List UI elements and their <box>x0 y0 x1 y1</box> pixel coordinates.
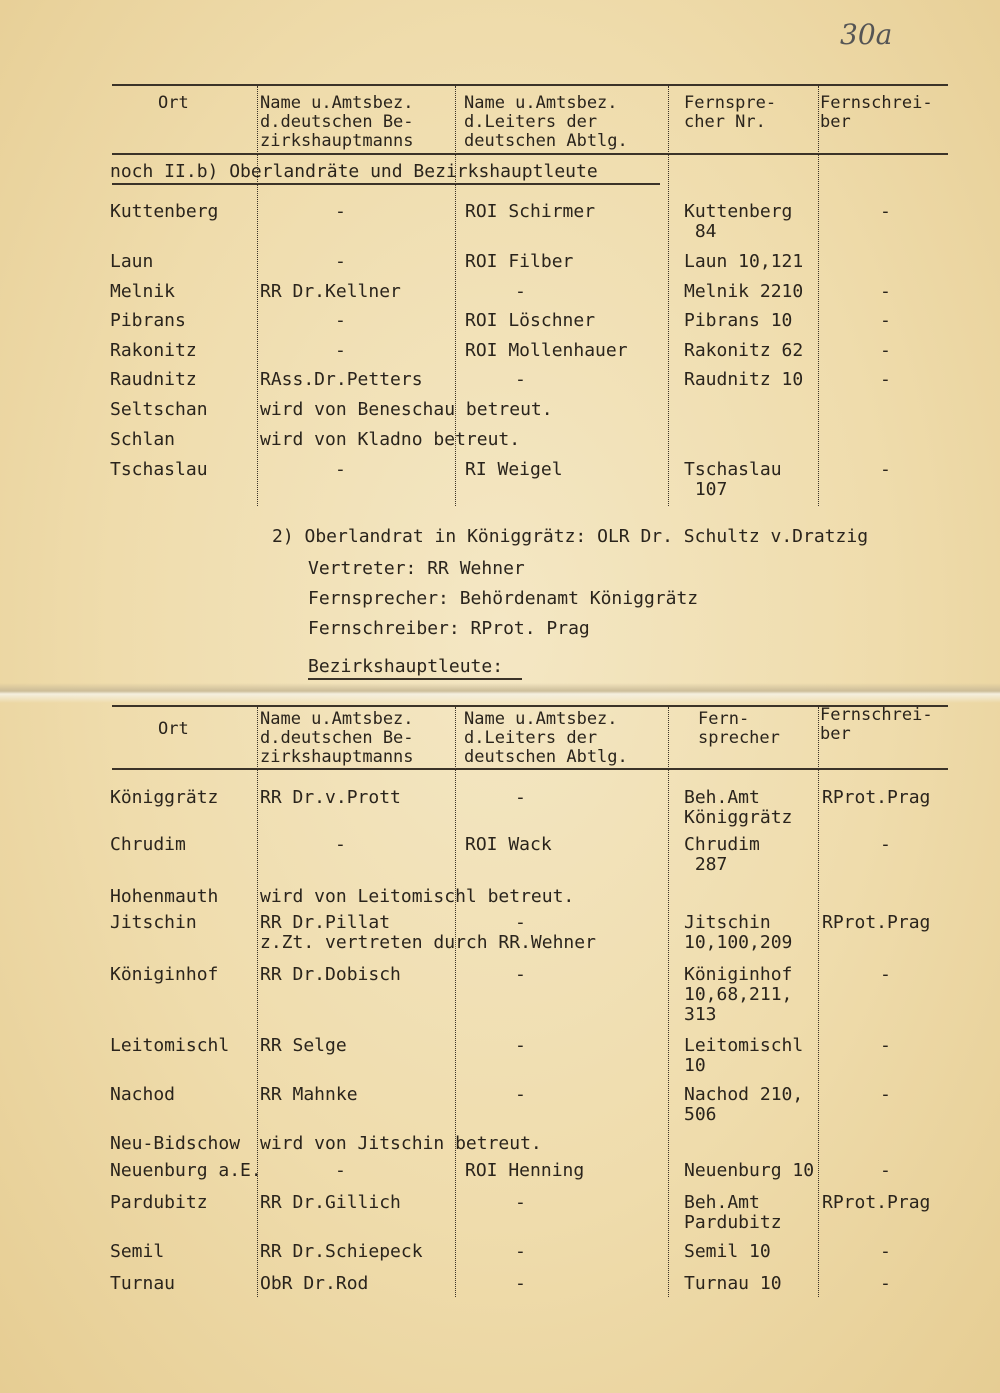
cell-tel: Rakonitz 62 <box>684 340 804 361</box>
cell-bez: wird von Kladno betreut. <box>260 429 521 450</box>
cell-leiter: - <box>515 1035 526 1056</box>
cell-leiter: - <box>515 912 526 933</box>
cell-leiter: - <box>515 1192 526 1213</box>
header-name-leiter: Name u.Amtsbez. d.Leiters der deutschen Abtlg. <box>464 93 628 151</box>
cell-bez: RR Selge <box>260 1035 347 1056</box>
cell-leiter: - <box>515 369 526 390</box>
cell-bez: - <box>335 459 346 480</box>
cell-ort: Neuenburg a.E. <box>110 1160 262 1181</box>
cell-bez: RR Dr.v.Prott <box>260 787 401 808</box>
cell-bez: RR Dr.Dobisch <box>260 964 401 985</box>
cell-tel: Semil 10 <box>684 1241 771 1262</box>
cell-leiter: ROI Henning <box>465 1160 585 1181</box>
cell-tel: Raudnitz 10 <box>684 369 804 390</box>
cell-fs: - <box>880 459 891 480</box>
vertreter-line: Vertreter: RR Wehner <box>308 558 525 579</box>
column-divider <box>455 707 456 1297</box>
header-name-leiter: Name u.Amtsbez. d.Leiters der deutschen Abtlg. <box>464 709 628 767</box>
cell-ort: Tschaslau <box>110 459 208 480</box>
cell-bez: - <box>335 310 346 331</box>
cell-tel: Königinhof 10,68,211, 313 <box>684 964 793 1025</box>
cell-bez: RR Dr.Kellner <box>260 281 401 302</box>
cell-tel: Kuttenberg 84 <box>684 201 793 242</box>
cell-leiter: ROI Filber <box>465 251 574 272</box>
cell-tel: Nachod 210, 506 <box>684 1084 804 1125</box>
header-fernschreiber: Fernschrei- ber <box>820 93 933 132</box>
cell-bez: - <box>335 1160 346 1181</box>
cell-bez: - <box>335 251 346 272</box>
cell-bez: RAss.Dr.Petters <box>260 369 423 390</box>
cell-fs: RProt.Prag <box>822 787 931 808</box>
cell-fs: - <box>880 201 891 222</box>
heading-underline <box>308 678 522 680</box>
cell-bez: RR Dr.Gillich <box>260 1192 401 1213</box>
cell-tel: Neuenburg 10 <box>684 1160 815 1181</box>
cell-leiter: - <box>515 281 526 302</box>
section-underline <box>112 183 660 185</box>
cell-fs: RProt.Prag <box>822 1192 931 1213</box>
section-title: noch II.b) Oberlandräte und Bezirkshauptleute <box>110 161 598 182</box>
cell-ort: Königgrätz <box>110 787 219 808</box>
cell-ort: Rakonitz <box>110 340 197 361</box>
cell-tel: Melnik 2210 <box>684 281 804 302</box>
cell-fs: - <box>880 369 891 390</box>
cell-ort: Königinhof <box>110 964 219 985</box>
cell-tel: Chrudim 287 <box>684 834 760 875</box>
fernsprecher-line: Fernsprecher: Behördenamt Königgrätz <box>308 588 699 609</box>
cell-bez: RR Dr.Schiepeck <box>260 1241 423 1262</box>
cell-ort: Leitomischl <box>110 1035 230 1056</box>
cell-tel: Tschaslau 107 <box>684 459 782 500</box>
header-rule <box>112 153 948 155</box>
cell-bez: ObR Dr.Rod <box>260 1273 369 1294</box>
cell-fs: - <box>880 964 891 985</box>
paper-fold <box>0 683 1000 703</box>
cell-ort: Neu-Bidschow <box>110 1133 241 1154</box>
cell-ort: Nachod <box>110 1084 176 1105</box>
header-rule <box>112 768 948 770</box>
cell-fs: RProt.Prag <box>822 912 931 933</box>
cell-bez: - <box>335 340 346 361</box>
cell-ort: Semil <box>110 1241 165 1262</box>
cell-bez: RR Dr.Pillat z.Zt. vertreten durch RR.Wehner <box>260 912 596 953</box>
fernschreiber-line: Fernschreiber: RProt. Prag <box>308 618 590 639</box>
cell-leiter: ROI Mollenhauer <box>465 340 628 361</box>
cell-leiter: ROI Löschner <box>465 310 596 331</box>
cell-tel: Laun 10,121 <box>684 251 804 272</box>
cell-leiter: - <box>515 787 526 808</box>
column-divider <box>818 86 819 506</box>
cell-ort: Pardubitz <box>110 1192 208 1213</box>
header-ort: Ort <box>158 719 189 739</box>
header-fernsprecher: Fern- sprecher <box>698 709 780 748</box>
cell-bez: wird von Beneschau betreut. <box>260 399 553 420</box>
header-name-bezirkshauptmann: Name u.Amtsbez. d.deutschen Be- zirkshauptmanns <box>260 93 414 151</box>
cell-leiter: ROI Schirmer <box>465 201 596 222</box>
cell-leiter: - <box>515 1273 526 1294</box>
cell-fs: - <box>880 310 891 331</box>
cell-ort: Turnau <box>110 1273 176 1294</box>
cell-leiter: - <box>515 1241 526 1262</box>
bezirkshauptleute-heading: Bezirkshauptleute: <box>308 656 504 677</box>
header-name-bezirkshauptmann: Name u.Amtsbez. d.deutschen Be- zirkshauptmanns <box>260 709 414 767</box>
header-fernschreiber: Fernschrei- ber <box>820 705 933 744</box>
cell-ort: Seltschan <box>110 399 208 420</box>
handwritten-page-number: 30a <box>840 18 893 51</box>
header-ort: Ort <box>158 93 189 113</box>
cell-tel: Turnau 10 <box>684 1273 782 1294</box>
cell-fs: - <box>880 1035 891 1056</box>
cell-fs: - <box>880 1241 891 1262</box>
cell-ort: Jitschin <box>110 912 197 933</box>
cell-leiter: - <box>515 964 526 985</box>
oberlandrat-line: 2) Oberlandrat in Königgrätz: OLR Dr. Schultz v.Dratzig <box>272 526 869 547</box>
header-fernsprecher: Fernspre- cher Nr. <box>684 93 777 132</box>
column-divider <box>257 86 258 506</box>
cell-bez: - <box>335 201 346 222</box>
cell-leiter: - <box>515 1084 526 1105</box>
cell-ort: Raudnitz <box>110 369 197 390</box>
cell-fs: - <box>880 281 891 302</box>
column-divider <box>818 707 819 1297</box>
cell-bez: wird von Jitschin betreut. <box>260 1133 542 1154</box>
cell-ort: Chrudim <box>110 834 186 855</box>
cell-tel: Jitschin 10,100,209 <box>684 912 793 953</box>
column-divider <box>668 707 669 1297</box>
cell-bez: - <box>335 834 346 855</box>
cell-ort: Hohenmauth <box>110 886 219 907</box>
cell-leiter: ROI Wack <box>465 834 552 855</box>
cell-fs: - <box>880 1160 891 1181</box>
column-divider <box>257 707 258 1297</box>
cell-ort: Pibrans <box>110 310 186 331</box>
cell-ort: Laun <box>110 251 154 272</box>
cell-tel: Pibrans 10 <box>684 310 793 331</box>
cell-fs: - <box>880 340 891 361</box>
cell-bez: RR Mahnke <box>260 1084 358 1105</box>
cell-tel: Leitomischl 10 <box>684 1035 804 1076</box>
cell-ort: Melnik <box>110 281 176 302</box>
cell-fs: - <box>880 1273 891 1294</box>
table-top-rule <box>112 84 948 86</box>
cell-tel: Beh.Amt Königgrätz <box>684 787 793 828</box>
cell-leiter: RI Weigel <box>465 459 563 480</box>
cell-fs: - <box>880 834 891 855</box>
column-divider <box>668 86 669 506</box>
cell-ort: Schlan <box>110 429 176 450</box>
cell-tel: Beh.Amt Pardubitz <box>684 1192 782 1233</box>
cell-fs: - <box>880 1084 891 1105</box>
cell-bez: wird von Leitomischl betreut. <box>260 886 575 907</box>
cell-ort: Kuttenberg <box>110 201 219 222</box>
